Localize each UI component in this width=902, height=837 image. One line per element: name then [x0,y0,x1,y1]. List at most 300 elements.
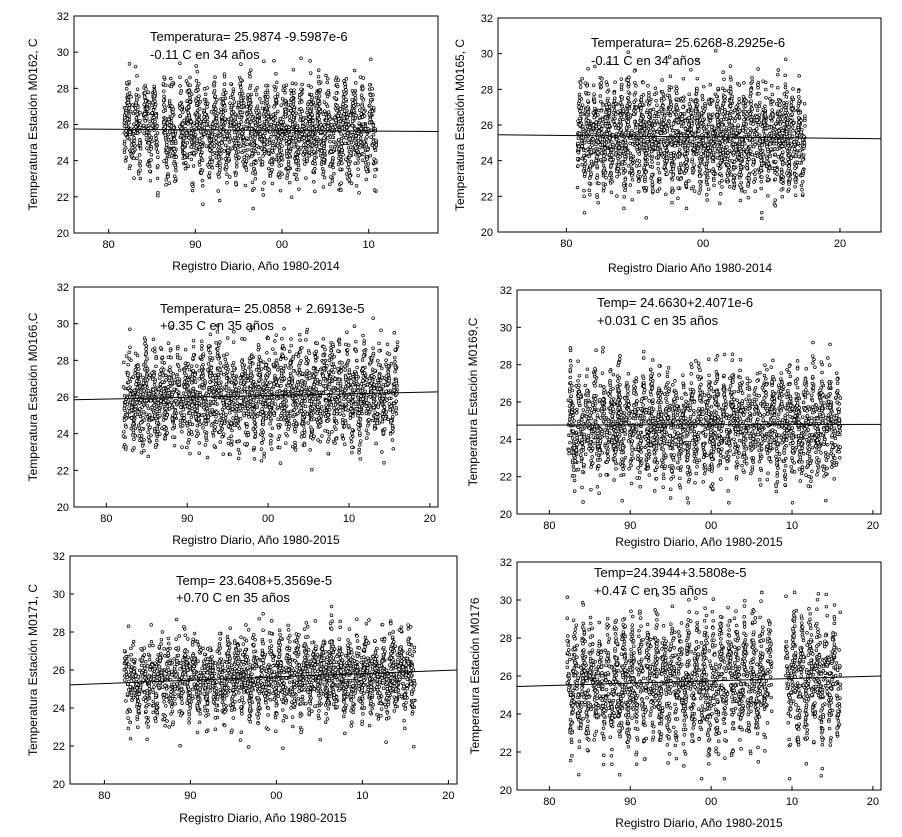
data-point [326,81,329,84]
data-point [733,161,736,164]
data-point [602,104,605,107]
data-point [165,183,168,186]
data-point [748,158,751,161]
data-point [187,123,190,126]
data-point [173,148,176,151]
data-point [201,145,204,148]
data-point [342,96,345,99]
data-point [680,170,683,173]
data-point [671,178,674,181]
panel-m0165 [453,13,881,275]
data-point [323,132,326,135]
data-point [331,160,334,163]
data-point [776,173,779,176]
data-point [657,167,660,170]
data-point [639,123,642,126]
data-point [252,149,255,152]
data-point [256,86,259,89]
points-m0165 [576,49,806,220]
data-point [695,137,698,140]
data-point [139,130,142,133]
data-point [620,88,623,91]
data-point [706,157,709,160]
y-tick-label: 20 [56,228,69,240]
data-point [135,116,138,119]
data-point [612,115,615,118]
data-point [133,157,136,160]
data-point [702,155,705,158]
data-point [206,102,209,105]
data-point [325,119,328,122]
data-point [301,83,304,86]
data-point [131,154,134,157]
data-point [329,145,332,148]
data-point [349,138,352,141]
data-point [216,112,219,115]
data-point [760,211,763,214]
data-point [340,189,343,192]
data-point [289,150,292,153]
data-point [255,161,258,164]
data-point [215,137,218,140]
data-point [138,154,141,157]
data-point [357,157,360,160]
data-point [198,140,201,143]
data-point [762,153,765,156]
data-point [272,133,275,136]
data-point [709,116,712,119]
data-point [670,155,673,158]
data-point [268,142,271,145]
data-point [163,160,166,163]
data-point [638,171,641,174]
data-point [642,143,645,146]
data-point [125,112,128,115]
data-point [624,189,627,192]
data-point [326,77,329,80]
data-point [374,168,377,171]
data-point [183,156,186,159]
data-point [164,134,167,137]
data-point [640,139,643,142]
data-point [273,85,276,88]
data-point [721,140,724,143]
data-point [602,189,605,192]
data-point [600,109,603,112]
data-point [263,143,266,146]
data-point [156,177,159,180]
data-point [342,90,345,93]
data-point [703,163,706,166]
data-point [338,148,341,151]
data-point [596,155,599,158]
data-point [209,156,212,159]
data-point [163,95,166,98]
data-point [755,127,758,130]
data-point [240,63,243,66]
data-point [587,120,590,123]
data-point [296,146,299,149]
data-point [270,123,273,126]
data-point [788,132,791,135]
data-point [329,176,332,179]
data-point [322,186,325,189]
data-point [780,188,783,191]
data-point [730,173,733,176]
data-point [224,138,227,141]
y-tick-label: 30 [56,47,69,60]
data-point [730,78,733,81]
data-point [321,167,324,170]
data-point [294,82,297,85]
data-point [749,132,752,135]
data-point [348,169,351,172]
data-point [211,161,214,164]
data-point [266,89,269,92]
data-point [690,128,693,131]
data-point [306,111,309,114]
data-point [700,125,703,128]
data-point [156,151,159,154]
data-point [257,152,260,155]
data-point [298,188,301,191]
data-point [732,143,735,146]
data-point [577,102,580,105]
data-point [641,129,644,132]
data-point [185,132,188,135]
data-point [663,98,666,101]
data-point [196,70,199,73]
data-point [150,153,153,156]
data-point [640,95,643,98]
data-point [208,172,211,175]
data-point [350,134,353,137]
data-point [716,102,719,105]
data-point [333,148,336,151]
data-point [578,132,581,135]
data-point [726,180,729,183]
data-point [129,110,132,113]
data-point [724,154,727,157]
data-point [354,117,357,120]
data-point [170,121,173,124]
data-point [374,149,377,152]
data-point [782,126,785,129]
data-point [263,148,266,151]
data-point [301,110,304,113]
data-point [804,125,807,128]
data-point [658,171,661,174]
data-point [133,130,136,133]
data-point [303,150,306,153]
data-point [359,141,362,144]
data-point [287,160,290,163]
data-point [277,134,280,137]
data-point [262,60,265,63]
data-point [166,122,169,125]
data-point [616,175,619,178]
data-point [752,160,755,163]
data-point [284,99,287,102]
data-point [234,116,237,119]
data-point [313,141,316,144]
data-point [706,199,709,202]
data-point [166,149,169,152]
data-point [240,79,243,82]
data-point [224,109,227,112]
data-point [577,137,580,140]
data-point [327,91,330,94]
data-point [320,150,323,153]
data-point [655,142,658,145]
data-point [716,114,719,117]
panel-m0162 [26,11,438,273]
data-point [357,161,360,164]
data-point [235,183,238,186]
data-point [162,110,165,113]
data-point [577,151,580,154]
data-point [777,69,780,72]
data-point [586,84,589,87]
data-point [728,185,731,188]
data-point [616,195,619,198]
data-point [148,101,151,104]
data-point [248,72,251,75]
data-point [750,100,753,103]
data-point [587,139,590,142]
y-tick-label: 28 [56,83,69,96]
data-point [310,93,313,96]
data-point [698,164,701,167]
data-point [341,127,344,130]
data-point [676,115,679,118]
data-point [679,162,682,165]
data-point [284,115,287,118]
data-point [783,115,786,118]
data-point [371,144,374,147]
data-point [651,181,654,184]
data-point [295,139,298,142]
data-point [249,121,252,124]
data-point [655,99,658,102]
data-point [198,146,201,149]
data-point [354,82,357,85]
data-point [581,104,584,107]
data-point [778,129,781,132]
data-point [673,158,676,161]
data-point [230,104,233,107]
data-point [265,84,268,87]
data-point [707,147,710,150]
data-point [751,108,754,111]
data-point [133,123,136,126]
data-point [290,89,293,92]
data-point [640,117,643,120]
data-point [753,181,756,184]
data-point [600,152,603,155]
data-point [369,118,372,121]
data-point [188,136,191,139]
data-point [607,97,610,100]
data-point [150,159,153,162]
y-tick-label: 26 [56,119,69,132]
data-point [288,141,291,144]
data-point [322,142,325,145]
data-point [187,111,190,114]
data-point [779,112,782,115]
data-point [309,116,312,119]
data-point [144,92,147,95]
data-point [293,143,296,146]
data-point [584,91,587,94]
data-point [636,123,639,126]
data-point [170,154,173,157]
data-point [227,149,230,152]
data-point [637,180,640,183]
data-point [757,68,760,71]
data-point [252,167,255,170]
data-point [184,162,187,165]
data-point [368,104,371,107]
data-point [649,109,652,112]
data-point [165,144,168,147]
data-point [801,188,804,191]
data-point [375,139,378,142]
data-point [233,101,236,104]
data-point [592,112,595,115]
data-point [588,193,591,196]
data-point [584,109,587,112]
data-point [690,122,693,125]
data-point [274,116,277,119]
data-point [170,85,173,88]
data-point [597,201,600,204]
data-point [139,160,142,163]
data-point [190,132,193,135]
data-point [273,124,276,127]
data-point [124,160,127,163]
data-point [323,137,326,140]
data-point [277,126,280,129]
data-point [606,84,609,87]
data-point [681,115,684,118]
data-point [254,89,257,92]
data-point [729,65,732,68]
data-point [588,126,591,129]
data-point [313,190,316,193]
data-point [354,153,357,156]
data-point [781,195,784,198]
data-point [131,149,134,152]
data-point [340,114,343,117]
data-point [302,121,305,124]
data-point [584,159,587,162]
data-point [240,102,243,105]
data-point [691,167,694,170]
data-point [351,98,354,101]
data-point [795,181,798,184]
data-point [373,175,376,178]
data-point [622,150,625,153]
data-point [281,173,284,176]
data-point [733,166,736,169]
data-point [255,93,258,96]
data-point [619,114,622,117]
data-point [249,111,252,114]
data-point [344,158,347,161]
data-point [658,181,661,184]
data-point [276,122,279,125]
data-point [633,70,636,73]
data-point [360,113,363,116]
data-point [139,124,142,127]
data-point [148,150,151,153]
x-tick-label: 80 [102,239,115,251]
data-point [142,124,145,127]
data-point [716,118,719,121]
data-point [580,136,583,139]
data-point [151,112,154,115]
data-point [723,78,726,81]
data-point [689,98,692,101]
data-point [735,132,738,135]
data-point [366,136,369,139]
data-point [294,153,297,156]
data-point [762,130,765,133]
data-point [602,183,605,186]
data-point [578,93,581,96]
data-point [610,164,613,167]
data-point [625,110,628,113]
data-point [342,153,345,156]
data-point [724,149,727,152]
data-point [201,159,204,162]
data-point [285,126,288,129]
data-point [705,181,708,184]
data-point [247,116,250,119]
data-point [287,167,290,170]
data-point [781,145,784,148]
data-point [261,163,264,166]
data-point [151,124,154,127]
data-point [598,130,601,133]
data-point [348,163,351,166]
data-point [179,76,182,79]
data-point [587,67,590,70]
data-point [704,144,707,147]
data-point [791,135,794,138]
data-point [244,184,247,187]
data-point [205,123,208,126]
data-point [136,74,139,77]
data-point [786,140,789,143]
data-point [208,139,211,142]
data-point [775,102,778,105]
data-point [653,138,656,141]
data-point [211,166,214,169]
data-point [220,153,223,156]
data-point [341,149,344,152]
data-point [302,118,305,121]
data-point [320,123,323,126]
data-point [635,84,638,87]
data-point [247,94,250,97]
data-point [362,77,365,80]
data-point [163,76,166,79]
data-point [352,109,355,112]
data-point [662,123,665,126]
data-point [199,107,202,110]
